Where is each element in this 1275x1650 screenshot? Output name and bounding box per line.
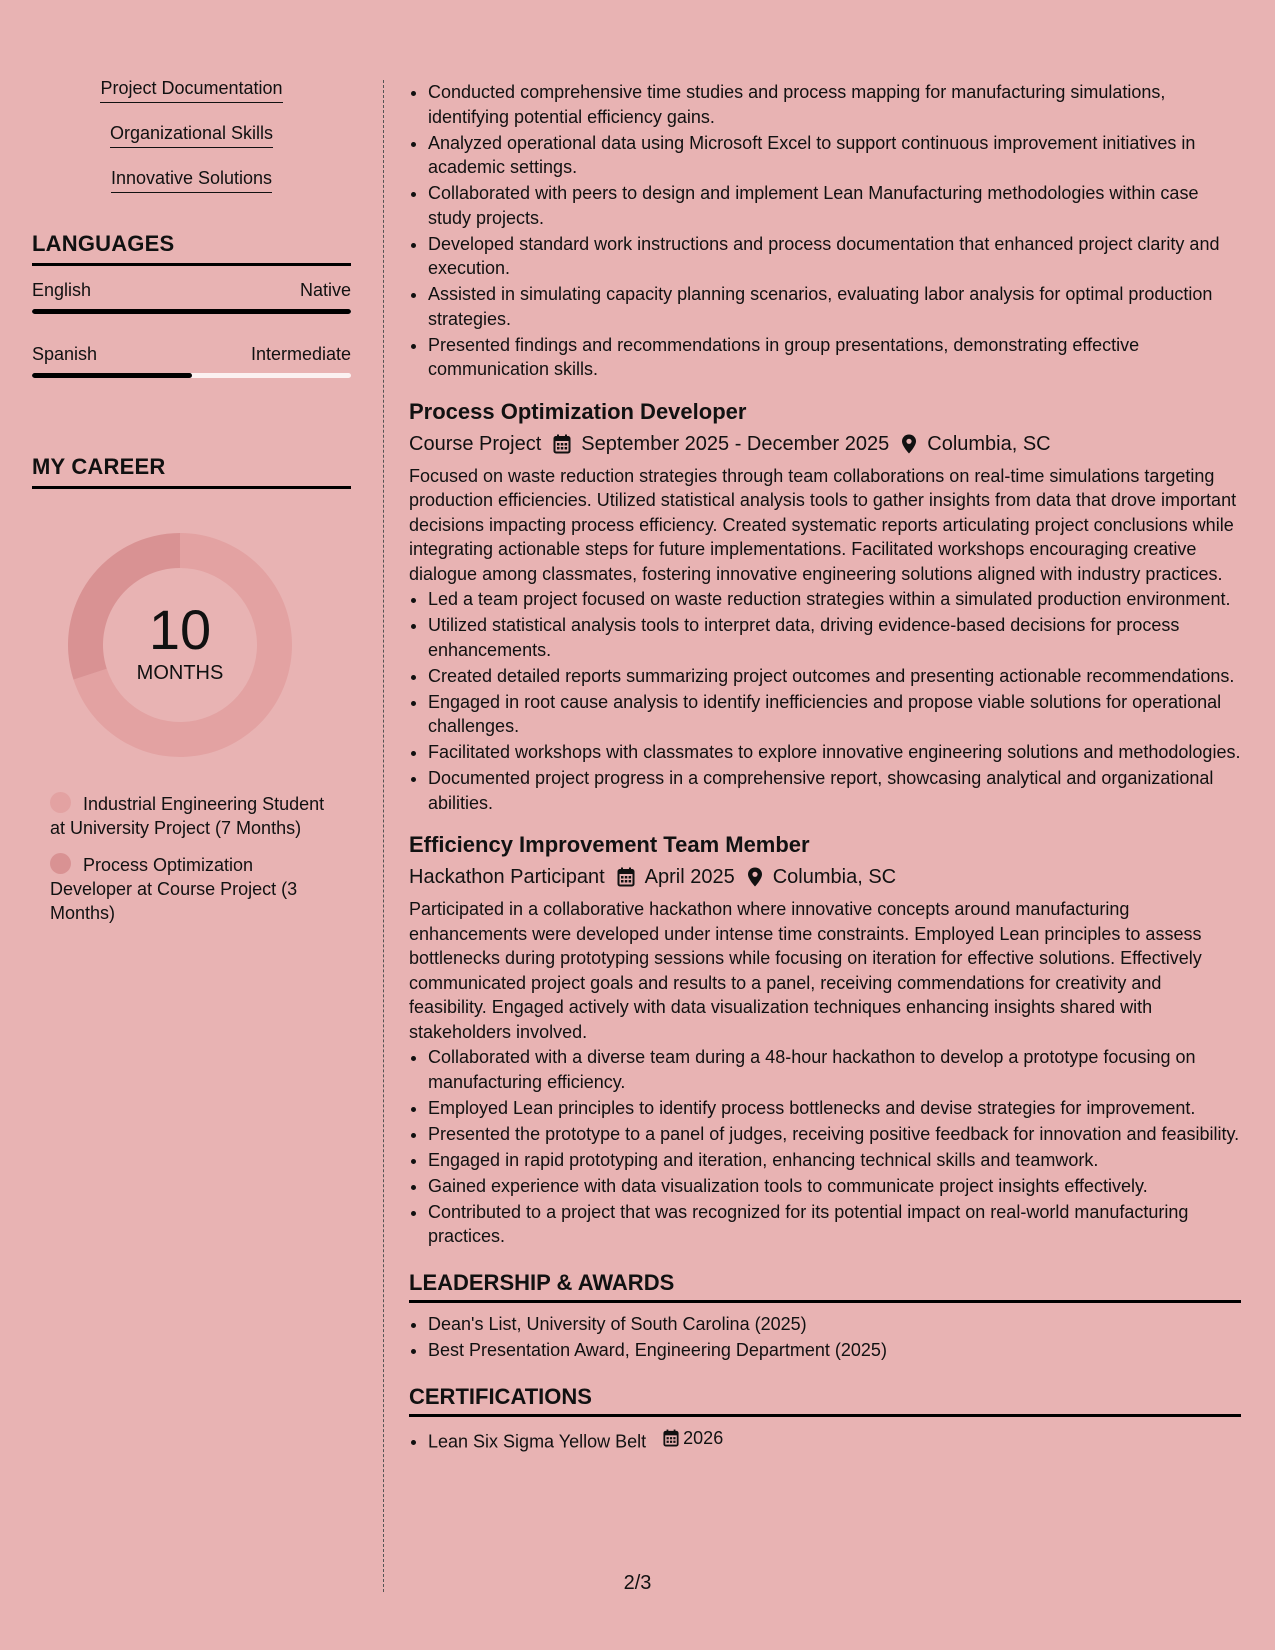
- job-meta: [409, 430, 1241, 458]
- skill-tag: Innovative Solutions: [111, 168, 272, 193]
- awards-list: [409, 1312, 1241, 1363]
- experience-bullets: [409, 80, 1241, 382]
- certifications-list: [409, 1426, 1241, 1454]
- bullet-item: • Assisted in simulating capacity planning scenarios, evaluating labor analysis for optimal production strategies.: [428, 282, 1241, 331]
- job-meta: [409, 863, 1241, 891]
- job-title: Process Optimization Developer: [409, 398, 747, 424]
- legend-item: [50, 792, 330, 840]
- bullet-item: • Collaborated with a diverse team during a 48-hour hackathon to develop a prototype focusing on manufacturing efficiency.: [428, 1045, 1241, 1094]
- bullet-item: • Led a team project focused on waste reduction strategies within a simulated production environment.: [428, 587, 1241, 612]
- bullet-item: • Engaged in root cause analysis to identify inefficiencies and propose viable solutions for operational challenges.: [428, 690, 1241, 739]
- donut-center: [67, 598, 293, 685]
- language-bar-fill: [32, 309, 351, 314]
- language-entry: [32, 280, 351, 314]
- bullet-item: • Collaborated with peers to design and implement Lean Manufacturing methodologies within case study projects.: [428, 181, 1241, 230]
- bullet-item: • Developed standard work instructions and process documentation that enhanced project clarity and execution.: [428, 232, 1241, 281]
- skill-item: [32, 168, 351, 193]
- languages-heading: LANGUAGES: [32, 231, 351, 266]
- bullet-item: • Conducted comprehensive time studies and process mapping for manufacturing simulations, identifying potential efficiency gains.: [428, 80, 1241, 129]
- bullet-item: • Utilized statistical analysis tools to interpret data, driving evidence-based decisions for process enhancements.: [428, 613, 1241, 662]
- skill-item: [32, 78, 351, 103]
- page-number: 2/3: [623, 1572, 652, 1594]
- bullet-item: • Employed Lean principles to identify process bottlenecks and devise strategies for improvement.: [428, 1096, 1241, 1121]
- bullet-item: • Documented project progress in a comprehensive report, showcasing analytical and organizational abilities.: [428, 766, 1241, 815]
- job-title: Efficiency Improvement Team Member: [409, 832, 810, 857]
- bullet-item: • Engaged in rapid prototyping and iteration, enhancing technical skills and teamwork.: [428, 1148, 1241, 1173]
- job-dates: September 2025 - December 2025: [581, 432, 890, 455]
- bullet-item: • Created detailed reports summarizing project outcomes and presenting actionable recommendations.: [428, 664, 1241, 689]
- bullet-item: • Gained experience with data visualization tools to communicate project insights effectively.: [428, 1174, 1241, 1199]
- legend-dot: [50, 853, 71, 874]
- award-item: • Dean's List, University of South Carolina (2025): [428, 1312, 1241, 1337]
- language-name: Spanish: [32, 344, 98, 364]
- job-description: Participated in a collaborative hackathon where innovative concepts around manufacturing enhancements were developed under intense time constraints. Employed Lean principles to assess bottlenecks during prototyping sessions while focusing on iteration for effective solutions. Effectively communicated project goals and results to a panel, receiving commendations for creativity and feasibility. Engaged actively with data visualization techniques enhancing insights shared with stakeholders involved.: [409, 899, 1202, 1042]
- certification-date: [663, 1426, 723, 1451]
- bullet-item: • Analyzed operational data using Microsoft Excel to support continuous improvement initiatives in academic settings.: [428, 131, 1241, 180]
- career-heading: MY CAREER: [32, 454, 351, 489]
- language-level: Intermediate: [250, 344, 351, 364]
- job-location: Columbia, SC: [772, 866, 897, 888]
- bullet-item: • Presented the prototype to a panel of judges, receiving positive feedback for innovation and feasibility.: [428, 1122, 1241, 1147]
- career-unit-label: MONTHS: [136, 662, 224, 684]
- left-column: [32, 78, 351, 938]
- bullet-item: • Contributed to a project that was recognized for its potential impact on real-world manufacturing practices.: [428, 1200, 1241, 1249]
- bullet-item: • Facilitated workshops with classmates to explore innovative engineering solutions and methodologies.: [428, 740, 1241, 765]
- calendar-icon: [663, 1429, 683, 1447]
- job-org: Course Project: [409, 432, 542, 455]
- certifications-heading: CERTIFICATIONS: [409, 1385, 1241, 1418]
- language-bar: [32, 309, 351, 314]
- location-pin-icon: [747, 867, 763, 887]
- skill-tag: Project Documentation: [100, 78, 282, 103]
- job-location: Columbia, SC: [927, 432, 1051, 455]
- job-bullets: [409, 1045, 1241, 1249]
- certification-year: 2026: [683, 1428, 724, 1448]
- skill-item: [32, 123, 351, 148]
- legend-item: [50, 853, 330, 925]
- awards-heading: LEADERSHIP & AWARDS: [409, 1271, 1241, 1304]
- language-bar-fill: [32, 373, 192, 378]
- calendar-icon: [617, 867, 635, 887]
- job-bullets: [409, 587, 1241, 815]
- award-item: • Best Presentation Award, Engineering Department (2025): [428, 1338, 1241, 1363]
- column-divider: [383, 80, 384, 1592]
- calendar-icon: [553, 434, 571, 454]
- job-description: Focused on waste reduction strategies through team collaborations on real-time simulations targeting production efficiencies. Utilized statistical analysis tools to gather insights from data that drove important decisions impacting process efficiency. Created systematic reports articulating project conclusions while integrating actionable steps for future implementations. Facilitated workshops encouraging creative dialogue among classmates, fostering innovative engineering solutions aligned with industry practices.: [409, 465, 1237, 584]
- bullet-item: • Presented findings and recommendations in group presentations, demonstrating effective communication skills.: [428, 333, 1241, 382]
- career-legend: [50, 792, 330, 925]
- career-total-months: 10: [148, 598, 212, 661]
- right-column: [409, 80, 1241, 1455]
- certification-item: [428, 1426, 1241, 1454]
- job-org: Hackathon Participant: [409, 866, 605, 888]
- language-level: Native: [299, 280, 351, 300]
- career-donut-chart: [67, 532, 293, 758]
- certification-name: Lean Six Sigma Yellow Belt: [428, 1431, 647, 1452]
- skills-list: [32, 78, 351, 193]
- legend-label: Industrial Engineering Student at University Project (7 Months): [50, 794, 325, 838]
- language-name: English: [32, 280, 92, 300]
- legend-label: Process Optimization Developer at Course Project (3 Months): [50, 855, 298, 923]
- legend-dot: [50, 792, 71, 813]
- skill-tag: Organizational Skills: [110, 123, 273, 148]
- language-bar: [32, 373, 351, 378]
- language-entry: [32, 344, 351, 378]
- location-pin-icon: [901, 434, 917, 454]
- job-dates: April 2025: [644, 866, 735, 888]
